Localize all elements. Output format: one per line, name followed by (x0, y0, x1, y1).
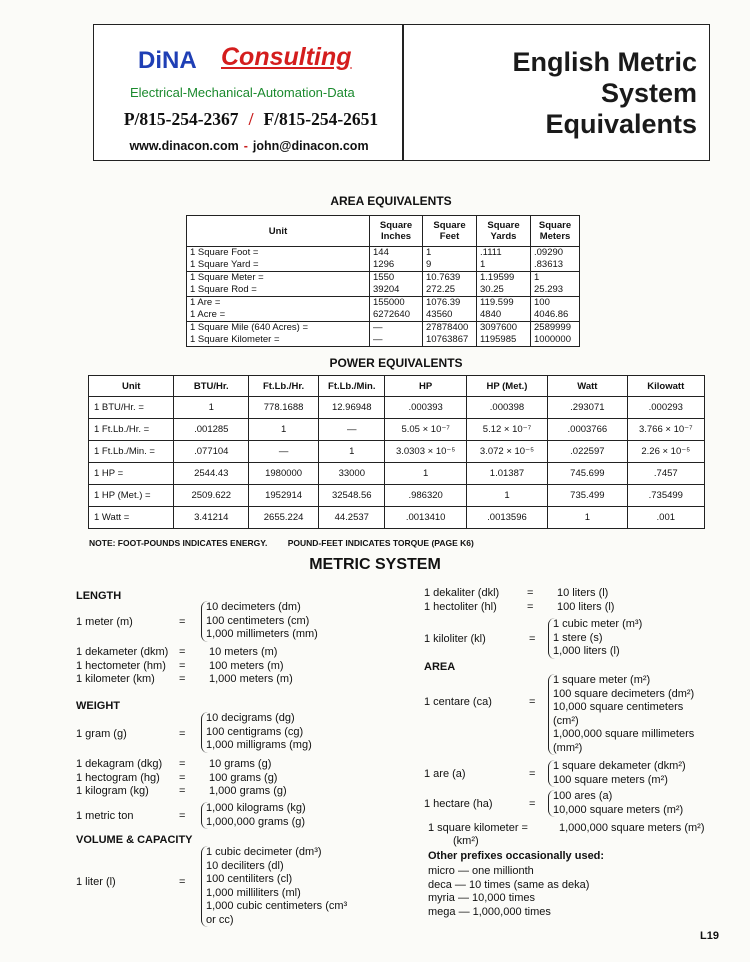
area-header-row (187, 216, 580, 247)
header-box (93, 24, 710, 161)
prefix-item: deca — 10 times (same as deka) (428, 878, 590, 891)
area-value-cell: 30.25 (477, 284, 531, 297)
row-eq: = (179, 785, 186, 797)
power-row (89, 419, 705, 441)
web-separator: - (243, 139, 248, 153)
row-eq: = (527, 600, 534, 613)
company-services: Electrical-Mechanical-Automation-Data (130, 85, 355, 100)
document-title (412, 47, 697, 140)
length-row (76, 646, 376, 660)
power-value-cell: — (319, 419, 385, 441)
centare-value: 1 square meter (m²) (553, 674, 651, 686)
area-row (187, 284, 580, 297)
row-label: 1 dekameter (dkm) (76, 646, 169, 658)
power-unit-cell: 1 BTU/Hr. = (89, 397, 174, 419)
weight-row (76, 772, 376, 786)
title-line-1: English Metric (512, 47, 697, 77)
power-value-cell: .0013596 (466, 507, 547, 529)
power-note (89, 538, 474, 548)
row-eq: = (179, 673, 186, 685)
area-value-cell: 27878400 (423, 322, 477, 335)
hectare-values (548, 790, 683, 817)
area-unit-cell: 1 Square Yard = (187, 259, 370, 272)
fax-number: F/815-254-2651 (263, 109, 379, 129)
power-value-cell: .077104 (174, 441, 249, 463)
length-row (76, 660, 376, 674)
power-value-cell: 1 (385, 463, 466, 485)
meter-eq: = (179, 616, 186, 628)
power-value-cell: 5.05 × 10⁻⁷ (385, 419, 466, 441)
area-row (187, 334, 580, 347)
capacity-row (424, 587, 724, 601)
centare-value: 1,000,000 square millimeters (553, 728, 695, 740)
liter-value: 10 deciliters (dl) (206, 859, 284, 872)
gram-label: 1 gram (g) (76, 728, 127, 740)
power-value-cell: 1952914 (249, 485, 319, 507)
row-label: 1 kilogram (kg) (76, 785, 149, 797)
power-value-cell: 2544.43 (174, 463, 249, 485)
power-value-cell: 3.41214 (174, 507, 249, 529)
power-title: POWER EQUIVALENTS (329, 356, 463, 370)
are-value: 100 square meters (m²) (553, 773, 668, 786)
row-value: 10 liters (l) (557, 587, 609, 599)
meter-value: 100 centimeters (cm) (206, 614, 310, 627)
power-unit-cell: 1 Ft.Lb./Hr. = (89, 419, 174, 441)
prefix-item: mega — 1,000,000 times (428, 905, 551, 918)
area-table (186, 215, 580, 347)
kiloliter-eq: = (529, 633, 536, 645)
power-value-cell: 1 (174, 397, 249, 419)
power-value-cell: 2.26 × 10⁻⁵ (627, 441, 704, 463)
meter-value: 10 decimeters (dm) (206, 601, 301, 613)
area-value-cell: 6272640 (370, 309, 423, 322)
are-eq: = (529, 768, 536, 780)
gram-value: 100 centigrams (cg) (206, 725, 304, 738)
area-header-cell: Unit (187, 216, 370, 247)
power-value-cell: 778.1688 (249, 397, 319, 419)
page-number: L19 (700, 930, 719, 942)
power-value-cell: — (249, 441, 319, 463)
prefix-heading: Other prefixes occasionally used: (428, 850, 605, 862)
ton-values (201, 802, 306, 829)
power-unit-cell: 1 Ft.Lb./Min. = (89, 441, 174, 463)
power-value-cell: 745.699 (548, 463, 627, 485)
area-title: AREA EQUIVALENTS (330, 194, 452, 208)
weight-row (76, 785, 376, 799)
power-row (89, 485, 705, 507)
row-eq: = (527, 587, 534, 599)
weight-row (76, 758, 376, 772)
power-header-cell: HP (Met.) (466, 376, 547, 397)
power-value-cell: 12.96948 (319, 397, 385, 419)
gram-value: 1,000 milligrams (mg) (206, 739, 312, 751)
area-header-cell: Square Yards (477, 216, 531, 247)
phone-number: P/815-254-2367 (123, 109, 239, 129)
power-value-cell: .000393 (385, 397, 466, 419)
power-header-cell: Ft.Lb./Min. (319, 376, 385, 397)
ton-eq: = (179, 810, 186, 822)
hectare-value: 100 ares (a) (553, 790, 613, 802)
hectare-label: 1 hectare (ha) (424, 798, 493, 810)
power-value-cell: .001285 (174, 419, 249, 441)
power-value-cell: .000293 (627, 397, 704, 419)
liter-value: 100 centiliters (cl) (206, 873, 293, 885)
area-row (187, 322, 580, 335)
area-header-cell: Square Meters (531, 216, 580, 247)
power-value-cell: 1 (466, 485, 547, 507)
area-value-cell: 155000 (370, 297, 423, 310)
company-name-first: DiNA (138, 47, 197, 74)
area-value-cell: 10763867 (423, 334, 477, 347)
row-label: 1 dekaliter (dkl) (424, 587, 500, 599)
area-value-cell: 144 (370, 247, 423, 260)
liter-value: 1,000 cubic centimeters (cm³ (206, 900, 348, 912)
area-value-cell: 119.599 (477, 297, 531, 310)
note-torque: POUND-FEET INDICATES TORQUE (PAGE K6) (287, 538, 474, 548)
meter-label: 1 meter (m) (76, 616, 133, 628)
power-row (89, 463, 705, 485)
kiloliter-value: 1 cubic meter (m³) (553, 618, 643, 630)
area-value-cell: .09290 (531, 247, 580, 260)
power-row (89, 397, 705, 419)
row-value: 10 grams (g) (209, 758, 272, 770)
power-value-cell: 1 (548, 507, 627, 529)
area-row (187, 309, 580, 322)
liter-value: or cc) (206, 913, 234, 926)
power-row (89, 507, 705, 529)
area-value-cell: 1000000 (531, 334, 580, 347)
power-header-cell: Watt (548, 376, 627, 397)
area-row (187, 297, 580, 310)
meter-values (201, 601, 318, 642)
length-heading: LENGTH (76, 590, 122, 602)
area-value-cell: 1 (477, 259, 531, 272)
power-value-cell: .022597 (548, 441, 627, 463)
power-table (88, 375, 705, 529)
power-value-cell: 2655.224 (249, 507, 319, 529)
row-eq: = (179, 758, 186, 770)
area-unit-cell: 1 Square Rod = (187, 284, 370, 297)
prefix-item: myria — 10,000 times (428, 892, 535, 904)
power-value-cell: 33000 (319, 463, 385, 485)
power-value-cell: 1 (249, 419, 319, 441)
area-value-cell: 10.7639 (423, 272, 477, 285)
row-value: 100 meters (m) (209, 659, 284, 672)
row-eq: = (179, 771, 186, 784)
area-unit-cell: 1 Are = (187, 297, 370, 310)
power-header-cell: HP (385, 376, 466, 397)
centare-value: (mm²) (553, 741, 583, 754)
row-eq: = (179, 646, 186, 658)
area-value-cell: 4046.86 (531, 309, 580, 322)
title-line-3: Equivalents (545, 109, 697, 139)
area-value-cell: — (370, 334, 423, 347)
area-unit-cell: 1 Square Mile (640 Acres) = (187, 322, 370, 335)
row-label: 1 hectometer (hm) (76, 659, 166, 672)
row-label: 1 kilometer (km) (76, 673, 155, 685)
row-label: 1 dekagram (dkg) (76, 758, 163, 770)
area-value-cell: 9 (423, 259, 477, 272)
power-value-cell: 44.2537 (319, 507, 385, 529)
website-link[interactable]: www.dinacon.com (129, 139, 239, 153)
area-value-cell: 1.19599 (477, 272, 531, 285)
area-value-cell: 1076.39 (423, 297, 477, 310)
area-unit-cell: 1 Acre = (187, 309, 370, 322)
area-value-cell: 1195985 (477, 334, 531, 347)
contact-web (102, 139, 396, 153)
power-value-cell: .0013410 (385, 507, 466, 529)
row-label: 1 hectogram (hg) (76, 771, 160, 784)
are-value: 1 square dekameter (dkm²) (553, 760, 686, 772)
gram-value: 10 decigrams (dg) (206, 712, 295, 724)
area-row (187, 272, 580, 285)
liter-value: 1,000 milliliters (ml) (206, 886, 301, 899)
area-value-cell: .83613 (531, 259, 580, 272)
header-divider (402, 25, 404, 160)
kiloliter-value: 1,000 liters (l) (553, 645, 620, 657)
row-value: 1,000 grams (g) (209, 785, 287, 797)
power-value-cell: .293071 (548, 397, 627, 419)
area-heading: AREA (424, 661, 456, 673)
kiloliter-value: 1 stere (s) (553, 631, 603, 644)
area-value-cell: 39204 (370, 284, 423, 297)
area-value-cell: 4840 (477, 309, 531, 322)
ton-value: 1,000 kilograms (kg) (206, 802, 306, 814)
power-header-cell: Ft.Lb./Hr. (249, 376, 319, 397)
hectare-value: 10,000 square meters (m²) (553, 803, 684, 816)
liter-values (201, 846, 347, 927)
ton-label: 1 metric ton (76, 810, 134, 822)
power-value-cell: 1.01387 (466, 463, 547, 485)
phone-separator: / (248, 109, 254, 129)
area-value-cell: 2589999 (531, 322, 580, 335)
area-value-cell: 43560 (423, 309, 477, 322)
gram-values (201, 712, 312, 753)
power-value-cell: .735499 (627, 485, 704, 507)
power-value-cell: 3.072 × 10⁻⁵ (466, 441, 547, 463)
sqkm-value: 1,000,000 square meters (m²) (559, 822, 705, 834)
kiloliter-label: 1 kiloliter (kl) (424, 633, 486, 645)
company-name-second: Consulting (221, 43, 352, 71)
area-header-cell: Square Inches (370, 216, 423, 247)
row-label: 1 hectoliter (hl) (424, 600, 497, 613)
power-header-cell: BTU/Hr. (174, 376, 249, 397)
power-value-cell: 1 (319, 441, 385, 463)
power-value-cell: .0003766 (548, 419, 627, 441)
weight-heading: WEIGHT (76, 700, 120, 712)
row-value: 100 liters (l) (557, 600, 615, 613)
are-values (548, 760, 686, 787)
power-value-cell: .001 (627, 507, 704, 529)
length-rows (76, 646, 376, 687)
area-unit-cell: 1 Square Kilometer = (187, 334, 370, 347)
capacity-row (424, 601, 724, 615)
power-value-cell: 735.499 (548, 485, 627, 507)
centare-value: 100 square decimeters (dm²) (553, 687, 695, 700)
power-header-cell: Unit (89, 376, 174, 397)
power-value-cell: .986320 (385, 485, 466, 507)
power-value-cell: 1980000 (249, 463, 319, 485)
power-header-cell: Kilowatt (627, 376, 704, 397)
prefix-item: micro — one millionth (428, 865, 534, 877)
power-value-cell: 32548.56 (319, 485, 385, 507)
power-row (89, 441, 705, 463)
metric-title: METRIC SYSTEM (309, 556, 441, 573)
centare-values (548, 674, 694, 755)
power-unit-cell: 1 Watt = (89, 507, 174, 529)
are-label: 1 are (a) (424, 768, 466, 780)
note-energy: NOTE: FOOT-POUNDS INDICATES ENERGY. (89, 538, 268, 548)
sqkm-sub: (km²) (453, 835, 479, 847)
power-value-cell: .7457 (627, 463, 704, 485)
liter-eq: = (179, 876, 186, 888)
power-unit-cell: 1 HP = (89, 463, 174, 485)
area-row (187, 247, 580, 260)
area-header-cell: Square Feet (423, 216, 477, 247)
power-value-cell: 3.766 × 10⁻⁷ (627, 419, 704, 441)
row-value: 1,000 meters (m) (209, 673, 293, 685)
power-value-cell: 5.12 × 10⁻⁷ (466, 419, 547, 441)
meter-value: 1,000 millimeters (mm) (206, 628, 318, 640)
area-value-cell: 25.293 (531, 284, 580, 297)
area-value-cell: 1 (423, 247, 477, 260)
email-link[interactable]: john@dinacon.com (252, 139, 369, 153)
power-value-cell: 3.0303 × 10⁻⁵ (385, 441, 466, 463)
centare-value: (cm²) (553, 714, 579, 727)
contact-phones (106, 109, 396, 130)
row-value: 10 meters (m) (209, 646, 278, 658)
area-value-cell: 3097600 (477, 322, 531, 335)
power-value-cell: .000398 (466, 397, 547, 419)
length-row (76, 673, 376, 687)
area-value-cell: — (370, 322, 423, 335)
power-unit-cell: 1 HP (Met.) = (89, 485, 174, 507)
gram-eq: = (179, 728, 186, 740)
area-unit-cell: 1 Square Meter = (187, 272, 370, 285)
area-row (187, 259, 580, 272)
sqkm-label: 1 square kilometer = (428, 822, 528, 834)
row-value: 100 grams (g) (209, 771, 278, 784)
centare-value: 10,000 square centimeters (553, 701, 684, 713)
power-header-row (89, 376, 705, 397)
area-value-cell: 1296 (370, 259, 423, 272)
capacity-rows (424, 587, 724, 614)
area-value-cell: 1 (531, 272, 580, 285)
prefix-list (428, 865, 589, 919)
kiloliter-values (548, 618, 642, 659)
power-value-cell: 2509.622 (174, 485, 249, 507)
liter-value: 1 cubic decimeter (dm³) (206, 846, 322, 858)
hectare-eq: = (529, 798, 536, 810)
area-value-cell: 272.25 (423, 284, 477, 297)
volume-heading: VOLUME & CAPACITY (76, 834, 193, 846)
area-value-cell: 100 (531, 297, 580, 310)
weight-rows (76, 758, 376, 799)
area-unit-cell: 1 Square Foot = (187, 247, 370, 260)
ton-value: 1,000,000 grams (g) (206, 815, 306, 828)
title-line-2: System (600, 78, 697, 108)
area-value-cell: 1550 (370, 272, 423, 285)
liter-label: 1 liter (l) (76, 876, 116, 888)
centare-eq: = (529, 696, 536, 708)
centare-label: 1 centare (ca) (424, 696, 492, 708)
area-value-cell: .1111 (477, 247, 531, 260)
row-eq: = (179, 659, 186, 672)
